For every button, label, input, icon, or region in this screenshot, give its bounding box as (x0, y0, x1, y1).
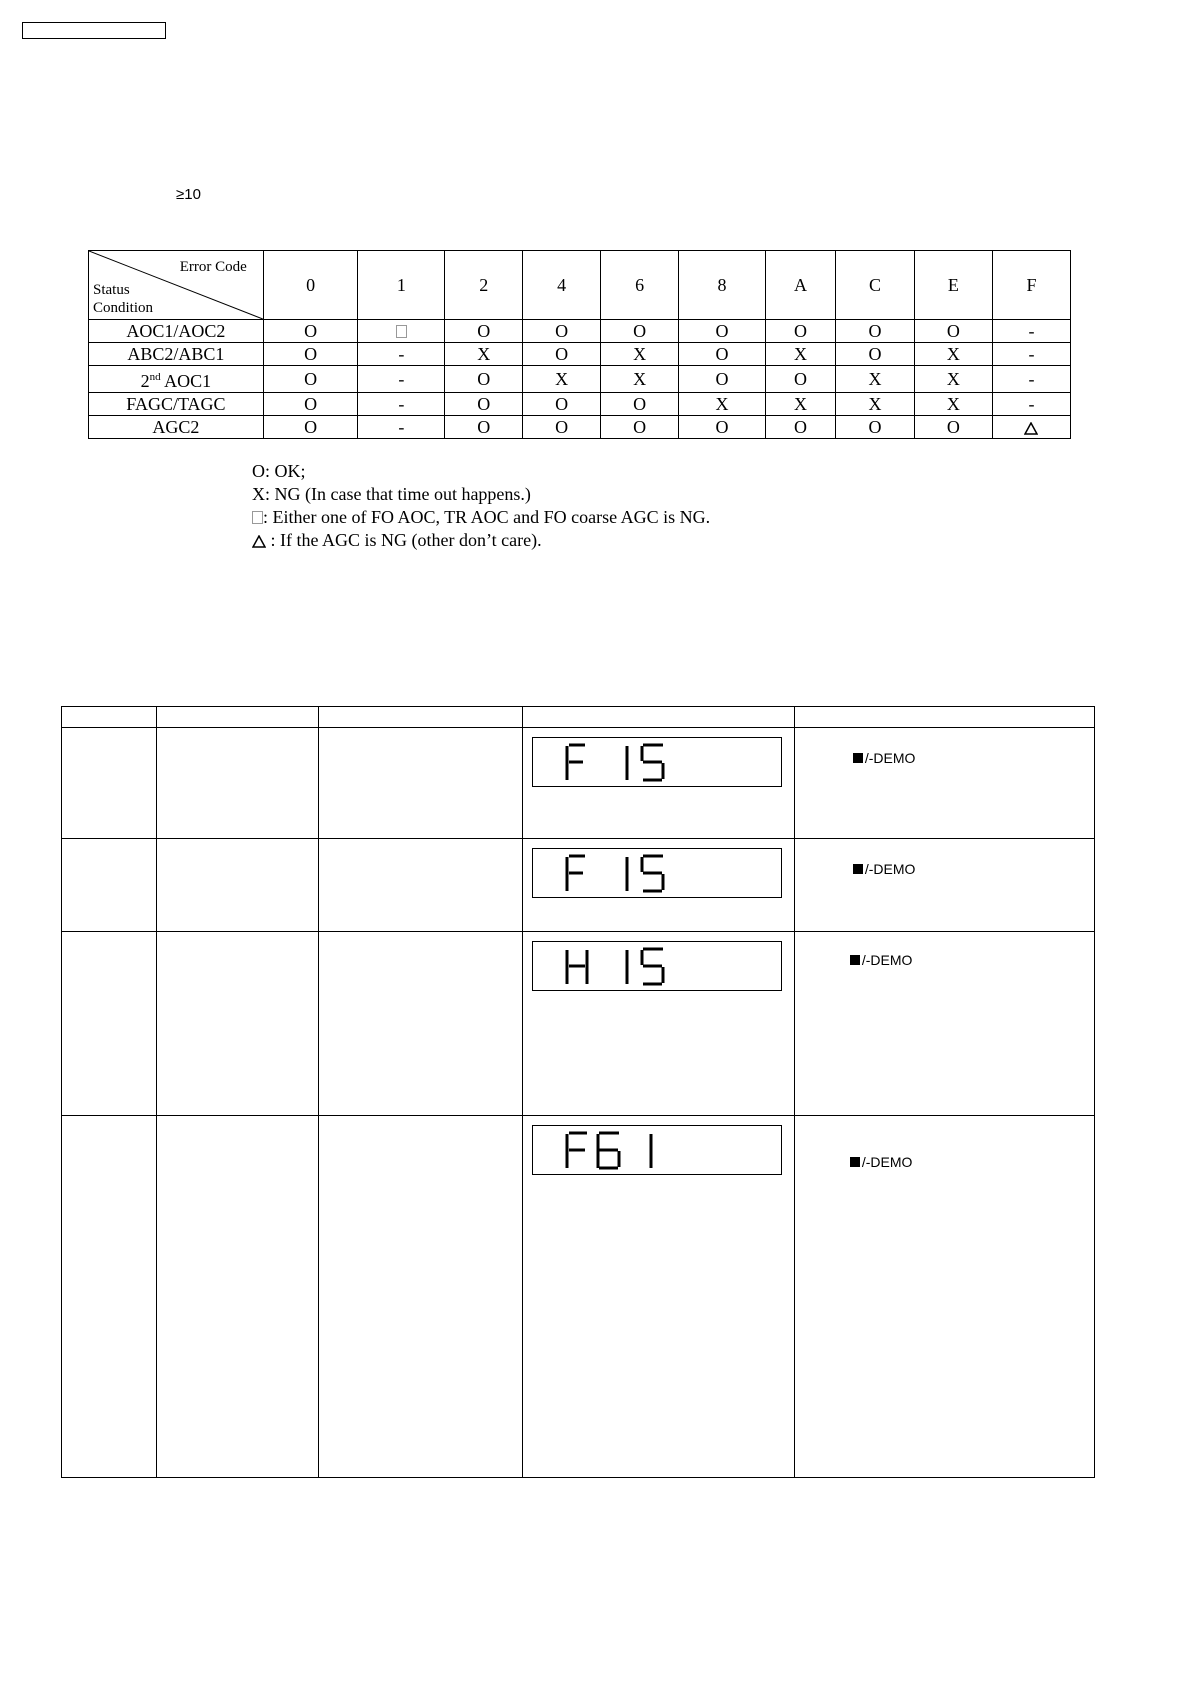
condition-cell (89, 366, 264, 393)
code-header: 2 (445, 251, 523, 320)
either-box-icon (252, 511, 263, 524)
cell (156, 1116, 318, 1478)
value-cell: O (765, 366, 835, 393)
code-header: 4 (523, 251, 601, 320)
lcd-digits (563, 946, 763, 988)
value-cell: O (523, 416, 601, 439)
demo-note-text: /-DEMO (861, 952, 913, 968)
value-cell: X (523, 366, 601, 393)
condition-cell: FAGC/TAGC (89, 393, 264, 416)
table-row (89, 320, 1071, 343)
value-cell: - (992, 366, 1070, 393)
header-cell (794, 707, 1094, 728)
note-cell (794, 728, 1094, 839)
cell (318, 932, 522, 1116)
demo-note (853, 861, 1094, 877)
table-row (62, 728, 1095, 839)
demo-note (850, 1154, 1094, 1170)
header-cell (156, 707, 318, 728)
condition-suffix: AOC1 (160, 371, 212, 391)
value-cell: O (765, 320, 835, 343)
diagonal-header-cell (89, 251, 264, 320)
header-box (22, 22, 166, 39)
table-row (62, 932, 1095, 1116)
value-cell: O (263, 320, 358, 343)
value-cell: O (765, 416, 835, 439)
value-cell: O (914, 416, 992, 439)
legend-ok: O: OK; (252, 461, 306, 481)
stop-square-icon (853, 753, 863, 763)
value-cell: O (601, 320, 679, 343)
error-code-label: Error Code (179, 259, 247, 275)
legend-agc (252, 529, 710, 552)
legend-either (252, 506, 710, 529)
table-row (89, 416, 1071, 439)
legend (252, 460, 710, 552)
legend-either-text: : Either one of FO AOC, TR AOC and FO coarse AGC is NG. (263, 507, 711, 527)
stop-square-icon (853, 864, 863, 874)
value-cell: - (992, 320, 1070, 343)
value-cell: X (601, 366, 679, 393)
table-row (89, 366, 1071, 393)
value-cell: O (679, 366, 766, 393)
table-row (89, 343, 1071, 366)
cell (156, 932, 318, 1116)
legend-ng: X: NG (In case that time out happens.) (252, 484, 531, 504)
lcd-display (532, 941, 782, 991)
value-cell: O (836, 320, 915, 343)
value-cell: O (523, 393, 601, 416)
top-note: ≥10 (176, 186, 201, 203)
condition-label: Condition (93, 300, 154, 316)
code-header: E (914, 251, 992, 320)
error-code-table (88, 250, 1071, 439)
demo-note-text: /-DEMO (861, 1154, 913, 1170)
value-cell: X (679, 393, 766, 416)
value-cell: X (836, 366, 915, 393)
status-label: Status (93, 282, 130, 298)
value-cell: O (445, 393, 523, 416)
value-cell: O (523, 320, 601, 343)
cell (318, 728, 522, 839)
either-box-icon (396, 325, 407, 338)
value-cell: X (601, 343, 679, 366)
cell (318, 1116, 522, 1478)
lcd-display (532, 1125, 782, 1175)
lcd-digits (563, 853, 763, 895)
lcd-display (532, 848, 782, 898)
code-header: 1 (358, 251, 445, 320)
note-cell (794, 932, 1094, 1116)
note-cell (794, 839, 1094, 932)
lcd-cell (522, 728, 794, 839)
value-cell (992, 416, 1070, 439)
cell (62, 1116, 157, 1478)
value-cell: - (358, 366, 445, 393)
cell (318, 839, 522, 932)
value-cell: - (358, 393, 445, 416)
value-cell: O (679, 343, 766, 366)
demo-note-text: /-DEMO (864, 750, 916, 766)
lcd-cell (522, 932, 794, 1116)
lcd-cell (522, 839, 794, 932)
demo-note-text: /-DEMO (864, 861, 916, 877)
stop-square-icon (850, 955, 860, 965)
value-cell: X (765, 343, 835, 366)
value-cell: O (679, 320, 766, 343)
value-cell: - (358, 343, 445, 366)
condition-cell: AGC2 (89, 416, 264, 439)
code-header: F (992, 251, 1070, 320)
value-cell: O (601, 416, 679, 439)
header-cell (62, 707, 157, 728)
value-cell: O (836, 416, 915, 439)
table-row (62, 839, 1095, 932)
condition-prefix: 2 (140, 371, 150, 391)
demo-note (853, 750, 1094, 766)
value-cell (358, 320, 445, 343)
stop-square-icon (850, 1157, 860, 1167)
value-cell: X (914, 343, 992, 366)
value-cell: O (445, 366, 523, 393)
lcd-digits (563, 1130, 763, 1172)
value-cell: O (445, 320, 523, 343)
code-header: 0 (263, 251, 358, 320)
value-cell: X (445, 343, 523, 366)
value-cell: O (836, 343, 915, 366)
header-cell (522, 707, 794, 728)
table-row (89, 393, 1071, 416)
error-table-header-row (89, 251, 1071, 320)
code-header: 8 (679, 251, 766, 320)
legend-agc-text: : If the AGC is NG (other don’t care). (266, 530, 542, 550)
cell (62, 839, 157, 932)
lcd-digits (563, 742, 763, 784)
value-cell: O (263, 366, 358, 393)
condition-sup: nd (149, 371, 161, 383)
value-cell: X (914, 393, 992, 416)
display-table (61, 706, 1095, 1478)
value-cell: - (358, 416, 445, 439)
demo-note (850, 952, 1094, 968)
value-cell: O (679, 416, 766, 439)
code-header: C (836, 251, 915, 320)
cell (156, 728, 318, 839)
value-cell: O (523, 343, 601, 366)
code-header: A (765, 251, 835, 320)
value-cell: - (992, 343, 1070, 366)
status-condition-label (93, 281, 153, 317)
triangle-icon (252, 535, 266, 548)
value-cell: X (765, 393, 835, 416)
table-row (62, 1116, 1095, 1478)
code-header: 6 (601, 251, 679, 320)
value-cell: O (601, 393, 679, 416)
value-cell: O (914, 320, 992, 343)
value-cell: X (836, 393, 915, 416)
cell (62, 932, 157, 1116)
value-cell: O (263, 416, 358, 439)
lcd-display (532, 737, 782, 787)
cell (156, 839, 318, 932)
value-cell: X (914, 366, 992, 393)
value-cell: - (992, 393, 1070, 416)
value-cell: O (263, 393, 358, 416)
value-cell: O (445, 416, 523, 439)
value-cell: O (263, 343, 358, 366)
cell (62, 728, 157, 839)
lcd-cell (522, 1116, 794, 1478)
header-cell (318, 707, 522, 728)
condition-cell: AOC1/AOC2 (89, 320, 264, 343)
note-cell (794, 1116, 1094, 1478)
condition-cell: ABC2/ABC1 (89, 343, 264, 366)
triangle-icon (1024, 422, 1038, 435)
display-table-header-row (62, 707, 1095, 728)
